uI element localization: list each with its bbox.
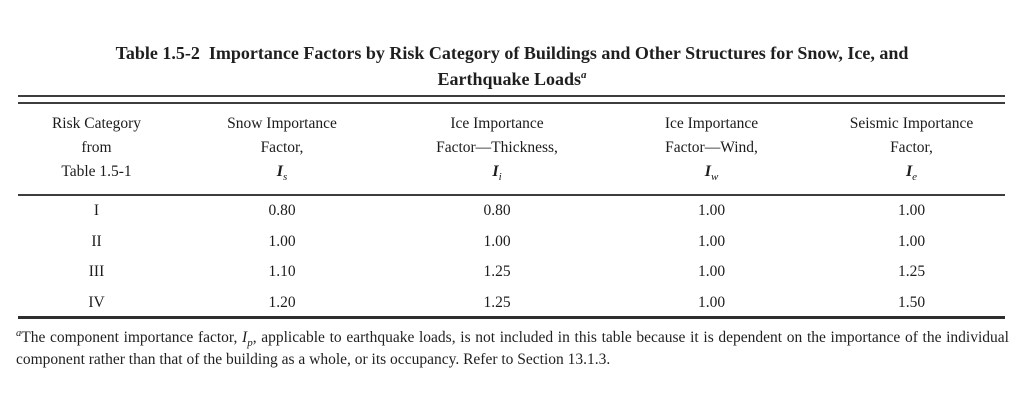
cell-category: IV [88, 293, 105, 311]
title-double-rule-bottom [18, 102, 1005, 104]
cell-ice-thickness-value: 1.00 [483, 232, 511, 250]
cell-snow-value: 1.00 [268, 232, 296, 250]
cell-ice-wind-value: 1.00 [697, 202, 726, 220]
header-ice-wind-line-2: Factor—Wind, [665, 139, 758, 156]
cell-seismic-value: 1.00 [897, 232, 926, 250]
footnote-symbol-i: I [242, 329, 248, 346]
header-seismic-line-1: Seismic Importance [849, 115, 974, 132]
table-row-category-4 [18, 288, 1005, 319]
caption-line-1: Table 1.5-2 Importance Factors by Risk Category of Buildings and Other Structures for Snow, Ice, and [115, 43, 909, 63]
cell-seismic-value: 1.00 [897, 202, 926, 220]
seismic-symbol-i: I [905, 163, 913, 180]
header-ice-wind-symbol [605, 160, 818, 184]
header-risk-line-3: Table 1.5-1 [61, 163, 132, 180]
caption-line-2 [0, 66, 1024, 92]
table-bottom-rule [18, 316, 1005, 319]
footnote-text-before: The component importance factor, [21, 329, 243, 346]
ice-thickness-symbol-sub: i [498, 171, 502, 184]
header-ice-thickness-line-1: Ice Importance [450, 115, 544, 132]
cell-ice-wind-value: 1.00 [697, 263, 726, 281]
header-risk-line-2: from [81, 139, 112, 156]
table-row-category-2 [18, 227, 1005, 258]
cell-ice-thickness-value: 1.25 [483, 263, 511, 281]
caption-line-2-text: Earthquake Loads [437, 69, 582, 89]
ice-thickness-symbol-i: I [492, 163, 499, 180]
footnote-text-after: , applicable to earthquake loads, is not included in this table because it is dependent on the importance of the individual component rather than that of the building as a whole, or its occupancy. Refer to Section 13.1.3. [16, 329, 1009, 368]
ice-wind-symbol-sub: w [710, 171, 719, 184]
header-ice-wind-line-1: Ice Importance [664, 115, 759, 132]
snow-symbol-i: I [276, 163, 283, 180]
footnote-marker: a [16, 327, 22, 339]
cell-snow-value: 1.20 [268, 293, 296, 311]
header-snow-line-1: Snow Importance [227, 115, 337, 132]
header-cell-snow-factor [175, 112, 389, 192]
table-footnote [16, 327, 1009, 371]
snow-symbol-sub: s [282, 171, 288, 184]
header-ice-thickness-symbol [389, 160, 605, 184]
cell-category: III [88, 263, 105, 281]
header-ice-thickness-line-2: Factor—Thickness, [436, 139, 558, 156]
header-seismic-symbol [818, 160, 1005, 184]
cell-ice-wind-value: 1.00 [697, 232, 726, 250]
header-snow-line-2: Factor, [260, 139, 304, 156]
table-row-category-3 [18, 257, 1005, 288]
ice-wind-symbol-i: I [704, 163, 711, 180]
cell-ice-thickness-value: 1.25 [483, 293, 511, 311]
header-cell-ice-thickness-factor [389, 112, 605, 192]
cell-category: I [93, 202, 100, 220]
cell-ice-thickness-value: 0.80 [483, 202, 511, 220]
cell-snow-value: 0.80 [268, 202, 296, 220]
title-double-rule-top [18, 95, 1005, 97]
header-snow-symbol [175, 160, 389, 184]
cell-category: II [91, 232, 102, 250]
header-cell-ice-wind-factor [605, 112, 818, 192]
table-header-row [18, 112, 1005, 192]
header-seismic-line-2: Factor, [890, 139, 933, 156]
footnote-symbol-sub: p [247, 337, 253, 350]
table-caption [0, 40, 1024, 92]
table-row-category-1 [18, 196, 1005, 227]
cell-seismic-value: 1.25 [897, 263, 926, 281]
cell-snow-value: 1.10 [268, 263, 296, 281]
caption-footnote-marker: a [581, 69, 587, 81]
header-risk-line-1: Risk Category [51, 115, 142, 132]
header-cell-risk-category [18, 112, 175, 192]
header-cell-seismic-factor [818, 112, 1005, 192]
cell-seismic-value: 1.50 [897, 293, 926, 311]
cell-ice-wind-value: 1.00 [697, 293, 726, 311]
seismic-symbol-sub: e [912, 171, 918, 184]
